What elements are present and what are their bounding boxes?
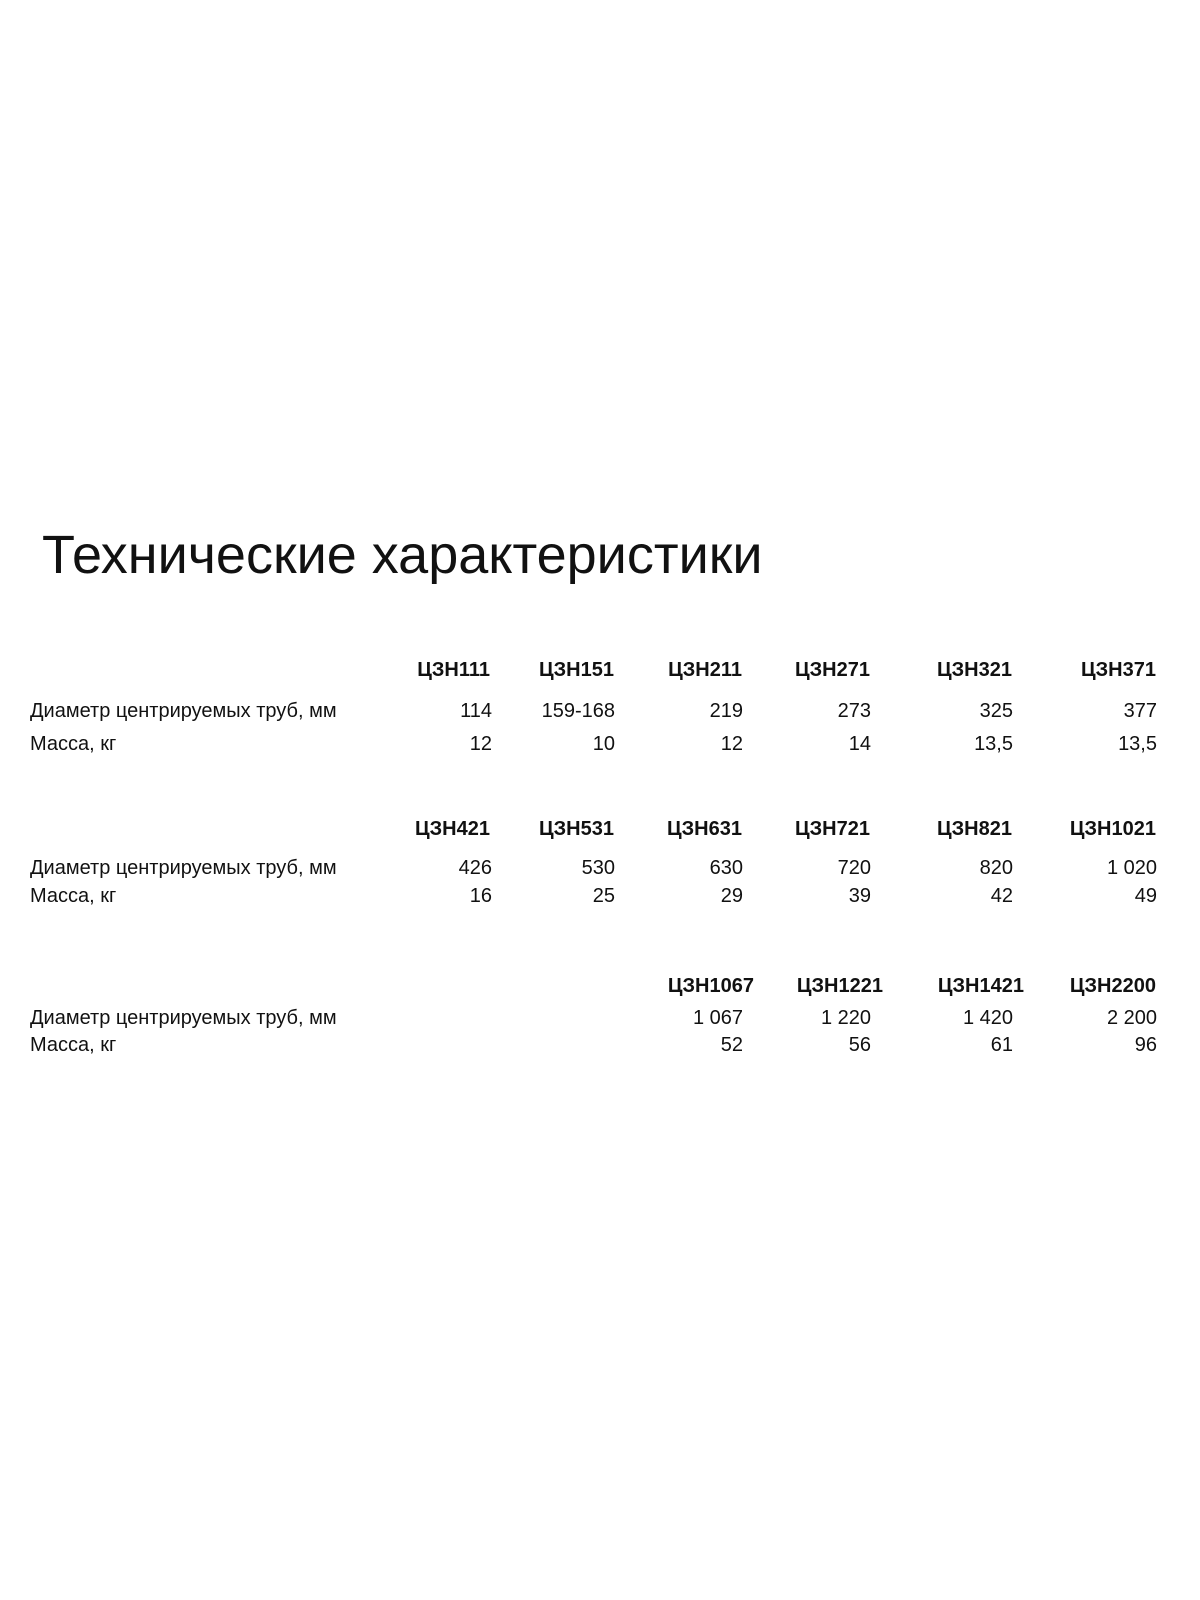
model-name: ЦЗН111 (417, 659, 490, 681)
mass-value: 96 (1134, 1034, 1157, 1056)
row-label-mass: Масса, кг (30, 885, 117, 907)
model-name: ЦЗН821 (937, 818, 1012, 840)
mass-value: 61 (990, 1034, 1013, 1056)
mass-value: 39 (848, 885, 871, 907)
diameter-value: 630 (709, 857, 743, 879)
model-name: ЦЗН1021 (1069, 818, 1156, 840)
mass-value: 13,5 (1118, 733, 1157, 755)
mass-value: 49 (1134, 885, 1157, 907)
model-name: ЦЗН2200 (1069, 975, 1156, 997)
mass-value: 25 (592, 885, 615, 907)
diameter-value: 720 (837, 857, 871, 879)
mass-value: 14 (848, 733, 871, 755)
mass-value: 12 (720, 733, 743, 755)
mass-value: 13,5 (974, 733, 1013, 755)
mass-value: 56 (848, 1034, 871, 1056)
diameter-value: 1 220 (820, 1007, 871, 1029)
model-name: ЦЗН531 (539, 818, 614, 840)
model-name: ЦЗН151 (539, 659, 614, 681)
model-name: ЦЗН421 (415, 818, 490, 840)
diameter-value: 2 200 (1106, 1007, 1157, 1029)
row-label-mass: Масса, кг (30, 733, 117, 755)
model-name: ЦЗН1221 (796, 975, 883, 997)
diameter-value: 426 (458, 857, 492, 879)
row-label-diameter: Диаметр центрируемых труб, мм (30, 700, 337, 722)
diameter-value: 1 420 (962, 1007, 1013, 1029)
diameter-value: 159-168 (541, 700, 615, 722)
row-label-diameter: Диаметр центрируемых труб, мм (30, 857, 337, 879)
mass-value: 16 (469, 885, 492, 907)
mass-value: 12 (469, 733, 492, 755)
mass-value: 29 (720, 885, 743, 907)
diameter-value: 820 (979, 857, 1013, 879)
row-label-mass: Масса, кг (30, 1034, 117, 1056)
diameter-value: 530 (581, 857, 615, 879)
page-title: Технические характеристики (42, 525, 763, 585)
row-label-diameter: Диаметр центрируемых труб, мм (30, 1007, 337, 1029)
mass-value: 42 (990, 885, 1013, 907)
diameter-value: 273 (837, 700, 871, 722)
model-name: ЦЗН321 (937, 659, 1012, 681)
diameter-value: 219 (709, 700, 743, 722)
diameter-value: 1 020 (1106, 857, 1157, 879)
model-name: ЦЗН1421 (937, 975, 1024, 997)
mass-value: 52 (720, 1034, 743, 1056)
model-name: ЦЗН371 (1081, 659, 1156, 681)
model-name: ЦЗН1067 (667, 975, 754, 997)
model-name: ЦЗН271 (795, 659, 870, 681)
diameter-value: 114 (460, 700, 492, 722)
diameter-value: 325 (979, 700, 1013, 722)
model-name: ЦЗН631 (667, 818, 742, 840)
diameter-value: 377 (1123, 700, 1157, 722)
mass-value: 10 (592, 733, 615, 755)
model-name: ЦЗН211 (668, 659, 742, 681)
model-name: ЦЗН721 (795, 818, 870, 840)
diameter-value: 1 067 (692, 1007, 743, 1029)
